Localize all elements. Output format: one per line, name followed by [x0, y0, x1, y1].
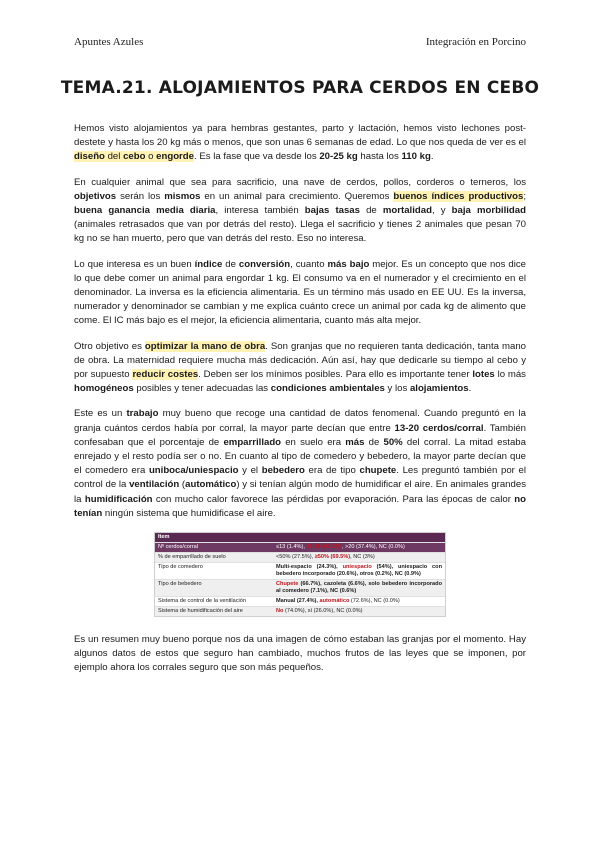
table-row: % de emparrillado de suelo <50% (27.5%), ≥50% (69.5%), NC (3%): [155, 552, 445, 562]
header-right: Integración en Porcino: [425, 36, 526, 48]
table-row: Nº cerdos/corral ≤13 (1.4%), 13-20 (61.2%), >20 (37.4%), NC (0.0%): [155, 542, 445, 552]
page-header: [74, 36, 526, 48]
table-header: Item: [155, 533, 445, 542]
paragraph-6: Es un resumen muy bueno porque nos da una imagen de cómo estaban las granjas por el momento. Hay algunos datos de estos que seguro han cambiado, muchos frutos de las leyes que se imponen, por ejemplo ahora los corrales seguro que son más pequeños.: [74, 634, 526, 674]
page-title: TEMA.21. ALOJAMIENTOS PARA CERDOS EN CEBO: [60, 78, 540, 98]
table-row: Tipo de comedero Multi-espacio (24.3%), uniespacio (54%), uniespacio con bebedero incorporado (20.6%), otros (0.2%), NC (0.9%): [155, 562, 445, 579]
table-row: Sistema de humidificación del aire No (74.0%), sí (26.0%), NC (0.0%): [155, 606, 445, 616]
table-row: Sistema de control de la ventilación Manual (27.4%), automático (72.6%), NC (0.0%): [155, 596, 445, 606]
paragraph-5: Este es un trabajo muy bueno que recoge una cantidad de datos fenomenal. Cuando preguntó en la granja cuántos cerdos había por corral, la mayor parte decían que entre 13-20 cerdos/corral. También confesaban que el porcentaje de emparrillado en suelo era más de 50% del corral. La mitad estaba enrejado y el resto podía ser o no. En cuanto al tipo de comedero y bebedero, la mayor parte decían que el comedero era uniboca/uniespacio y el bebedero era de tipo chupete. Les preguntó también por el control de la ventilación (automático) y si tenían algún modo de humidificar el aire. En animales grandes la humidificación con mucho calor favorece las pérdidas por evaporación. Para las épocas de calor no tenían ningún sistema que humidificase el aire.: [74, 408, 527, 519]
document-body: [74, 122, 526, 687]
paragraph-1: Hemos visto alojamientos ya para hembras gestantes, parto y lactación, hemos visto lechones post-destete y hasta los 20 kg más o menos, que son unas 6 semanas de edad. Lo que nos queda de ver es el diseño del cebo o engorde. Es la fase que va desde los 20-25 kg hasta los 110 kg.: [74, 123, 526, 163]
header-left: Apuntes Azules: [74, 36, 144, 48]
survey-table: [154, 532, 446, 617]
paragraph-4: Otro objetivo es optimizar la mano de obra. Son granjas que no requieren tanta dedicación, tanta mano de obra. La maternidad requiere mucha más dedicación. Aún así, hay que dedicarle su tiempo al cebo y por supuesto reducir costes. Deben ser los mínimos posibles. Para ello es importante tener lotes lo más homogéneos posibles y tener adecuadas las condiciones ambientales y los alojamientos.: [74, 340, 526, 395]
paragraph-3: Lo que interesa es un buen índice de conversión, cuanto más bajo mejor. Es un concepto que nos dice lo que debe comer un animal para engordar 1 kg. El consumo va en el numerador y el crecimiento en el denominador. La inversa es la eficiencia alimentaria. Es un término más usado en EE UU. Es la inversa, numerador y denominador se cambian y me explica cuánto crece un animal por cada kg de alimento que come. El IC más bajo es el mejor, la eficiencia alimentaria, cuanto más alta mejor.: [74, 258, 526, 327]
table-row: Tipo de bebedero Chupete (66.7%), cazoleta (6.6%), solo bebedero incorporado al comedero (7.1%), NC (0.6%): [155, 579, 445, 596]
paragraph-2: En cualquier animal que sea para sacrificio, una nave de cerdos, pollos, corderos o terneros, los objetivos serán los mismos en un animal para crecimiento. Queremos buenos índices productivos; buena ganancia media diaria, interesa también bajas tasas de mortalidad, y baja morbilidad (animales retrasados que van por detrás del resto). Llega el sacrificio y tienes 2 animales que pesan 70 kg no se han muerto, pero que van detrás del resto. Eso no interesa.: [74, 176, 527, 245]
